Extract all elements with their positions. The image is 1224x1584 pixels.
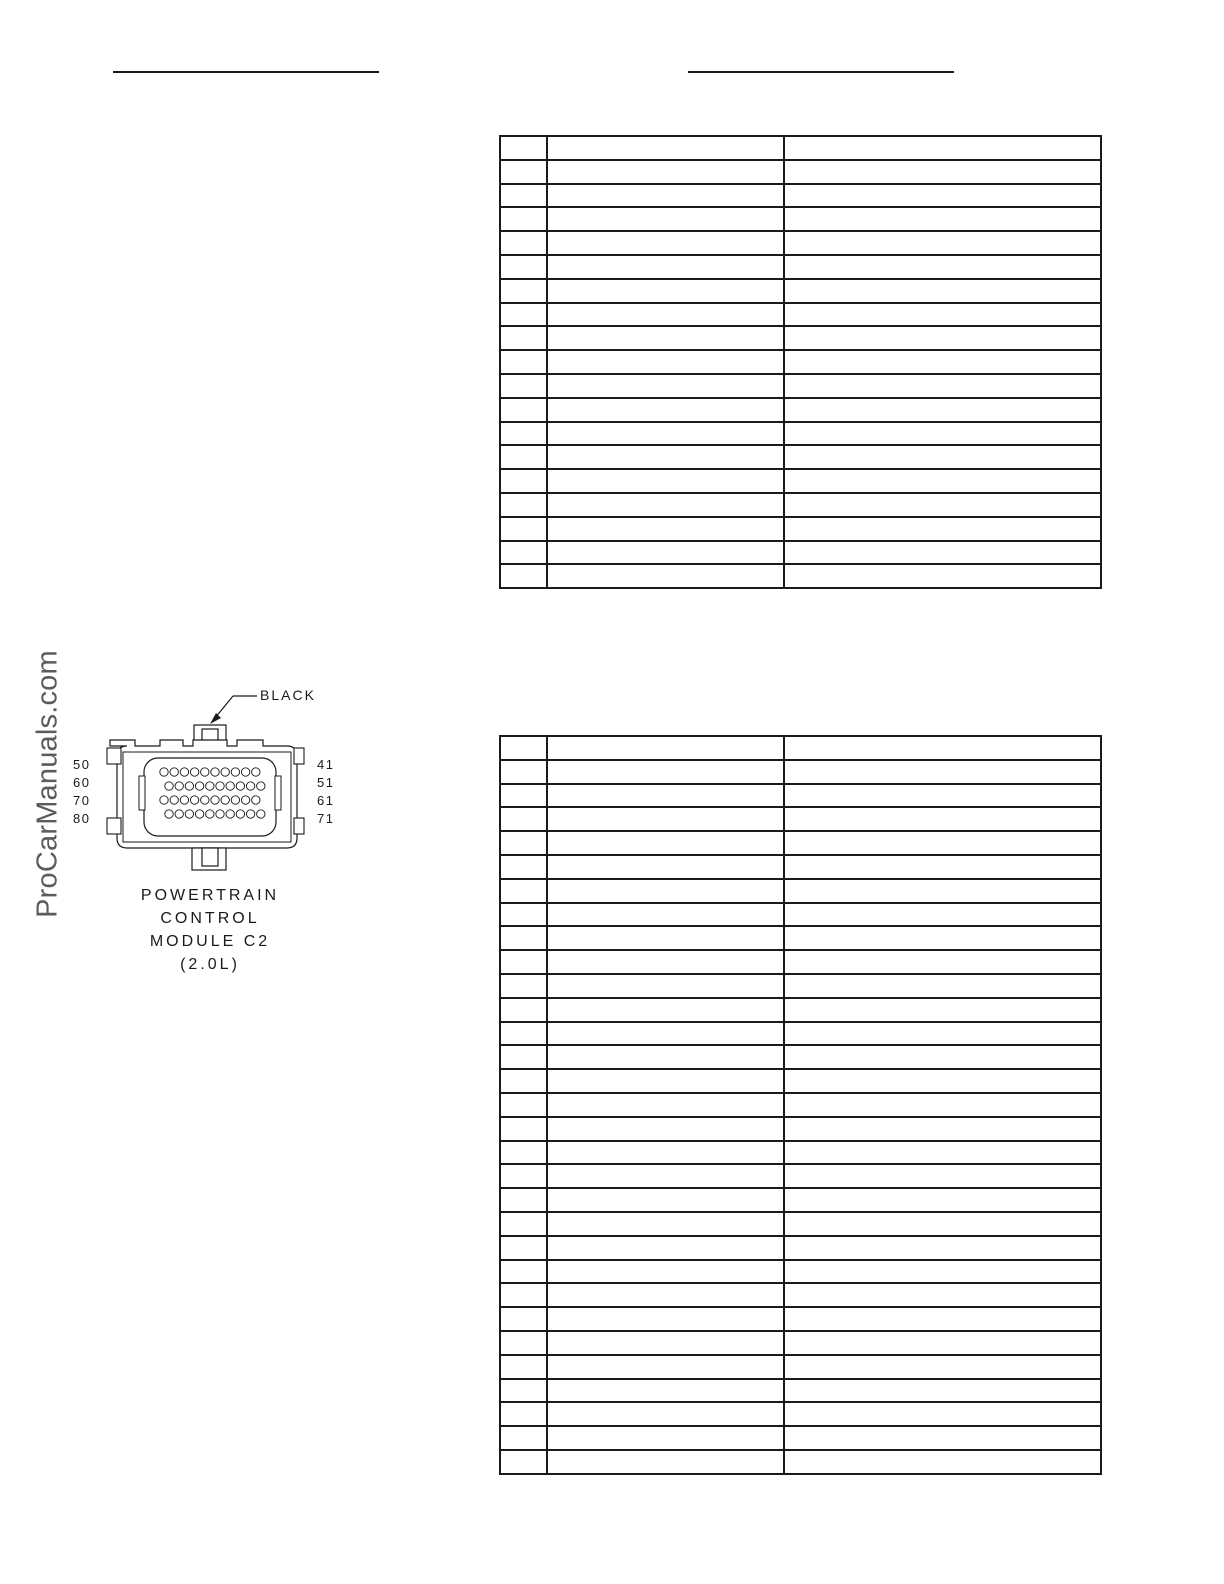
lower-circuit-cell — [547, 998, 784, 1022]
lower-cav-cell — [500, 736, 547, 760]
lower-circuit-cell — [547, 1355, 784, 1379]
upper-row — [500, 398, 1101, 422]
lower-row — [500, 903, 1101, 927]
upper-circuit-cell — [547, 136, 784, 160]
pin-cavity — [185, 810, 193, 818]
connector-caption-line-3: MODULE C2 — [149, 933, 271, 950]
connector-caption-line-1: POWERTRAIN — [140, 887, 280, 904]
pin-cavity — [236, 782, 244, 790]
lower-function-cell — [784, 1379, 1101, 1403]
lower-circuit-cell — [547, 1188, 784, 1212]
upper-cav-cell — [500, 184, 547, 208]
lower-cav-cell — [500, 1379, 547, 1403]
upper-function-cell — [784, 160, 1101, 184]
connector-caption-line-2: CONTROL — [160, 910, 260, 927]
upper-function-cell — [784, 303, 1101, 327]
upper-cav-cell — [500, 422, 547, 446]
lower-row — [500, 1283, 1101, 1307]
pin-label-71: 71 — [317, 811, 335, 826]
lower-row — [500, 1236, 1101, 1260]
lower-cav-cell — [500, 807, 547, 831]
pin-cavity — [236, 810, 244, 818]
lower-function-cell — [784, 736, 1101, 760]
lower-function-cell — [784, 1283, 1101, 1307]
upper-function-cell — [784, 255, 1101, 279]
lower-function-cell — [784, 1450, 1101, 1474]
lower-row — [500, 1141, 1101, 1165]
upper-function-cell — [784, 445, 1101, 469]
pin-cavity — [246, 782, 254, 790]
lower-cav-cell — [500, 1450, 547, 1474]
upper-circuit-cell — [547, 541, 784, 565]
upper-row — [500, 445, 1101, 469]
lower-row — [500, 1117, 1101, 1141]
lower-circuit-cell — [547, 1212, 784, 1236]
upper-cav-cell — [500, 136, 547, 160]
lower-cav-cell — [500, 1426, 547, 1450]
upper-row — [500, 255, 1101, 279]
lower-circuit-cell — [547, 1164, 784, 1188]
upper-circuit-cell — [547, 207, 784, 231]
lower-cav-cell — [500, 1164, 547, 1188]
upper-function-cell — [784, 493, 1101, 517]
pin-cavity — [170, 796, 178, 804]
lower-cav-cell — [500, 903, 547, 927]
pin-cavity — [180, 768, 188, 776]
lower-function-cell — [784, 807, 1101, 831]
upper-row — [500, 279, 1101, 303]
lower-row — [500, 950, 1101, 974]
upper-circuit-cell — [547, 564, 784, 588]
upper-cav-cell — [500, 303, 547, 327]
lower-function-cell — [784, 1045, 1101, 1069]
upper-cav-cell — [500, 255, 547, 279]
upper-function-cell — [784, 398, 1101, 422]
lower-row — [500, 807, 1101, 831]
lower-function-cell — [784, 1188, 1101, 1212]
connector-color-label: BLACK — [260, 687, 316, 703]
upper-function-cell — [784, 231, 1101, 255]
lower-row — [500, 855, 1101, 879]
lower-function-cell — [784, 903, 1101, 927]
upper-cav-cell — [500, 564, 547, 588]
upper-row — [500, 564, 1101, 588]
lower-function-cell — [784, 926, 1101, 950]
lower-cav-cell — [500, 879, 547, 903]
pin-cavity — [257, 810, 265, 818]
upper-cav-cell — [500, 231, 547, 255]
lower-circuit-cell — [547, 784, 784, 808]
lower-cav-cell — [500, 974, 547, 998]
lower-row — [500, 1069, 1101, 1093]
lower-function-cell — [784, 1022, 1101, 1046]
lower-cav-cell — [500, 950, 547, 974]
upper-circuit-cell — [547, 350, 784, 374]
lower-row — [500, 1093, 1101, 1117]
lower-row — [500, 974, 1101, 998]
upper-cav-cell — [500, 493, 547, 517]
upper-row — [500, 469, 1101, 493]
pin-label-51: 51 — [317, 775, 335, 790]
lower-function-cell — [784, 1069, 1101, 1093]
lower-cav-cell — [500, 1260, 547, 1284]
lower-row — [500, 1045, 1101, 1069]
pin-cavity — [246, 810, 254, 818]
lower-row — [500, 736, 1101, 760]
pin-cavity — [211, 768, 219, 776]
lower-circuit-cell — [547, 831, 784, 855]
upper-row — [500, 207, 1101, 231]
pin-label-80: 80 — [73, 811, 91, 826]
upper-function-cell — [784, 207, 1101, 231]
lower-circuit-cell — [547, 926, 784, 950]
upper-cav-cell — [500, 469, 547, 493]
lower-cav-cell — [500, 1141, 547, 1165]
upper-circuit-cell — [547, 255, 784, 279]
pin-cavity — [185, 782, 193, 790]
upper-cav-cell — [500, 445, 547, 469]
header-rule-left — [113, 71, 379, 73]
lower-function-cell — [784, 855, 1101, 879]
upper-circuit-cell — [547, 398, 784, 422]
lower-circuit-cell — [547, 1450, 784, 1474]
lower-row — [500, 1212, 1101, 1236]
lower-cav-cell — [500, 1069, 547, 1093]
lower-circuit-cell — [547, 903, 784, 927]
lower-function-cell — [784, 760, 1101, 784]
lower-circuit-cell — [547, 1022, 784, 1046]
lower-circuit-cell — [547, 1426, 784, 1450]
lower-cav-cell — [500, 784, 547, 808]
upper-function-cell — [784, 564, 1101, 588]
pin-cavity — [241, 796, 249, 804]
lower-cav-cell — [500, 1331, 547, 1355]
lower-function-cell — [784, 1307, 1101, 1331]
lower-circuit-cell — [547, 1307, 784, 1331]
pin-table-lower — [499, 735, 1102, 1475]
upper-row — [500, 326, 1101, 350]
lower-function-cell — [784, 950, 1101, 974]
lower-circuit-cell — [547, 736, 784, 760]
upper-function-cell — [784, 374, 1101, 398]
lower-function-cell — [784, 1093, 1101, 1117]
pin-label-60: 60 — [73, 775, 91, 790]
upper-cav-cell — [500, 541, 547, 565]
lower-function-cell — [784, 831, 1101, 855]
lower-circuit-cell — [547, 1260, 784, 1284]
lower-function-cell — [784, 1331, 1101, 1355]
pin-cavity — [206, 782, 214, 790]
upper-row — [500, 231, 1101, 255]
upper-row — [500, 350, 1101, 374]
upper-function-cell — [784, 422, 1101, 446]
lower-row — [500, 1331, 1101, 1355]
upper-cav-cell — [500, 207, 547, 231]
lower-row — [500, 926, 1101, 950]
upper-function-cell — [784, 517, 1101, 541]
pin-cavity — [175, 810, 183, 818]
upper-circuit-cell — [547, 517, 784, 541]
lower-cav-cell — [500, 1117, 547, 1141]
upper-circuit-cell — [547, 160, 784, 184]
lower-cav-cell — [500, 1212, 547, 1236]
lower-circuit-cell — [547, 1402, 784, 1426]
lower-row — [500, 760, 1101, 784]
pin-cavity — [226, 810, 234, 818]
pin-cavity — [252, 796, 260, 804]
pin-label-41: 41 — [317, 757, 335, 772]
upper-cav-cell — [500, 279, 547, 303]
upper-function-cell — [784, 469, 1101, 493]
pin-cavity — [165, 810, 173, 818]
lower-row — [500, 784, 1101, 808]
pin-cavity — [226, 782, 234, 790]
lower-circuit-cell — [547, 855, 784, 879]
lower-function-cell — [784, 784, 1101, 808]
upper-row — [500, 422, 1101, 446]
upper-circuit-cell — [547, 279, 784, 303]
pin-cavity — [252, 768, 260, 776]
lower-circuit-cell — [547, 950, 784, 974]
lower-cav-cell — [500, 1355, 547, 1379]
pin-cavity — [160, 768, 168, 776]
pin-cavity — [165, 782, 173, 790]
lower-cav-cell — [500, 926, 547, 950]
upper-row — [500, 374, 1101, 398]
pin-cavity — [160, 796, 168, 804]
lower-function-cell — [784, 1212, 1101, 1236]
upper-row — [500, 541, 1101, 565]
pin-cavity — [195, 782, 203, 790]
lower-row — [500, 1450, 1101, 1474]
pin-table-upper — [499, 135, 1102, 589]
upper-row — [500, 160, 1101, 184]
pin-cavity — [257, 782, 265, 790]
upper-circuit-cell — [547, 422, 784, 446]
upper-cav-cell — [500, 350, 547, 374]
lower-cav-cell — [500, 1307, 547, 1331]
upper-circuit-cell — [547, 374, 784, 398]
lower-circuit-cell — [547, 760, 784, 784]
pin-cavity — [195, 810, 203, 818]
upper-row — [500, 303, 1101, 327]
upper-function-cell — [784, 326, 1101, 350]
lower-row — [500, 1022, 1101, 1046]
pin-cavity — [241, 768, 249, 776]
pin-cavity — [216, 810, 224, 818]
upper-row — [500, 517, 1101, 541]
lower-function-cell — [784, 1164, 1101, 1188]
lower-circuit-cell — [547, 879, 784, 903]
lower-cav-cell — [500, 998, 547, 1022]
lower-circuit-cell — [547, 1379, 784, 1403]
pin-cavity — [231, 796, 239, 804]
pin-cavity — [190, 796, 198, 804]
pin-cavity — [231, 768, 239, 776]
lower-cav-cell — [500, 831, 547, 855]
connector-caption-line-4: (2.0L) — [180, 956, 240, 973]
pin-cavity — [221, 768, 229, 776]
lower-circuit-cell — [547, 1141, 784, 1165]
pin-cavity — [180, 796, 188, 804]
upper-cav-cell — [500, 326, 547, 350]
lower-row — [500, 1355, 1101, 1379]
pin-cavity — [216, 782, 224, 790]
pin-label-50: 50 — [73, 757, 91, 772]
lower-cav-cell — [500, 760, 547, 784]
header-rule-right — [688, 71, 954, 73]
upper-cav-cell — [500, 374, 547, 398]
upper-circuit-cell — [547, 303, 784, 327]
lower-row — [500, 831, 1101, 855]
lower-row — [500, 1307, 1101, 1331]
upper-circuit-cell — [547, 184, 784, 208]
lower-cav-cell — [500, 1188, 547, 1212]
lower-row — [500, 1426, 1101, 1450]
lower-row — [500, 1402, 1101, 1426]
upper-function-cell — [784, 136, 1101, 160]
pin-label-61: 61 — [317, 793, 335, 808]
upper-row — [500, 184, 1101, 208]
lower-circuit-cell — [547, 1283, 784, 1307]
lower-circuit-cell — [547, 1069, 784, 1093]
pin-cavity — [201, 796, 209, 804]
lower-function-cell — [784, 998, 1101, 1022]
upper-row — [500, 136, 1101, 160]
lower-row — [500, 1260, 1101, 1284]
lower-cav-cell — [500, 1402, 547, 1426]
lower-function-cell — [784, 1141, 1101, 1165]
connector-diagram — [65, 680, 355, 980]
lower-cav-cell — [500, 1022, 547, 1046]
lower-row — [500, 1188, 1101, 1212]
lower-cav-cell — [500, 1093, 547, 1117]
pin-cavity — [170, 768, 178, 776]
upper-function-cell — [784, 541, 1101, 565]
upper-circuit-cell — [547, 231, 784, 255]
upper-function-cell — [784, 350, 1101, 374]
upper-circuit-cell — [547, 326, 784, 350]
lower-function-cell — [784, 1426, 1101, 1450]
lower-function-cell — [784, 1260, 1101, 1284]
lower-function-cell — [784, 1117, 1101, 1141]
upper-circuit-cell — [547, 469, 784, 493]
upper-function-cell — [784, 184, 1101, 208]
lower-circuit-cell — [547, 1093, 784, 1117]
upper-function-cell — [784, 279, 1101, 303]
upper-circuit-cell — [547, 493, 784, 517]
upper-row — [500, 493, 1101, 517]
lower-cav-cell — [500, 855, 547, 879]
lower-function-cell — [784, 974, 1101, 998]
lower-circuit-cell — [547, 807, 784, 831]
pin-cavity — [206, 810, 214, 818]
watermark: ProCarManuals.com — [31, 650, 64, 918]
lower-function-cell — [784, 879, 1101, 903]
pin-cavity — [211, 796, 219, 804]
lower-circuit-cell — [547, 974, 784, 998]
pin-cavity — [201, 768, 209, 776]
lower-cav-cell — [500, 1283, 547, 1307]
upper-cav-cell — [500, 517, 547, 541]
lower-circuit-cell — [547, 1236, 784, 1260]
lower-function-cell — [784, 1236, 1101, 1260]
lower-cav-cell — [500, 1045, 547, 1069]
upper-cav-cell — [500, 160, 547, 184]
pin-cavity — [175, 782, 183, 790]
lower-row — [500, 998, 1101, 1022]
upper-circuit-cell — [547, 445, 784, 469]
lower-circuit-cell — [547, 1117, 784, 1141]
lower-row — [500, 879, 1101, 903]
pin-cavity — [190, 768, 198, 776]
upper-cav-cell — [500, 398, 547, 422]
pin-label-70: 70 — [73, 793, 91, 808]
lower-function-cell — [784, 1402, 1101, 1426]
lower-row — [500, 1379, 1101, 1403]
lower-circuit-cell — [547, 1045, 784, 1069]
pin-cavity — [221, 796, 229, 804]
lower-cav-cell — [500, 1236, 547, 1260]
connector-face-icon — [65, 680, 355, 980]
lower-row — [500, 1164, 1101, 1188]
lower-circuit-cell — [547, 1331, 784, 1355]
lower-function-cell — [784, 1355, 1101, 1379]
